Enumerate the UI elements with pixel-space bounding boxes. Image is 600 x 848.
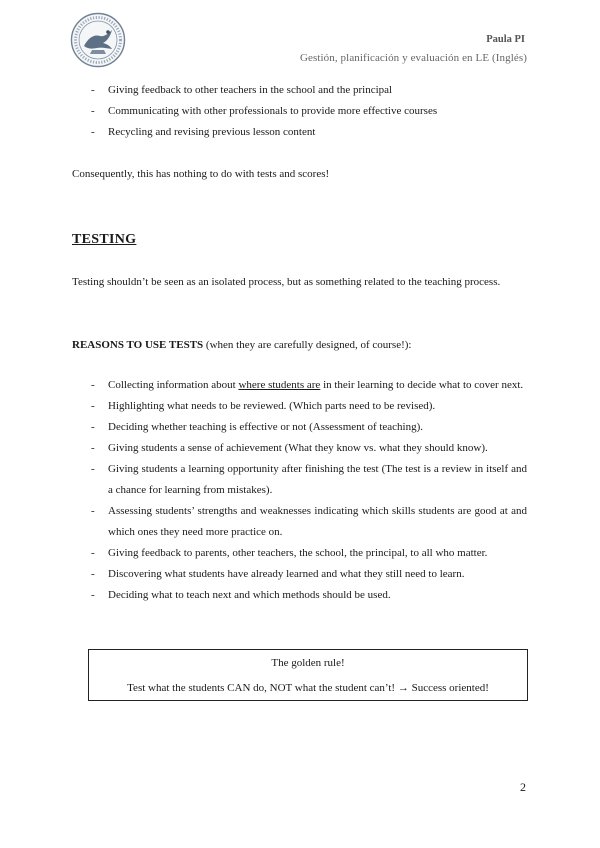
list-item: - Communicating with other professionals to provide more effective courses <box>72 101 527 122</box>
testing-paragraph-container <box>72 272 527 293</box>
list-item <box>72 375 527 396</box>
university-seal-logo <box>70 12 126 68</box>
header-author: Paula PI <box>486 34 525 45</box>
golden-rule-text: Test what the students CAN do, NOT what the student can’t! → Success oriented! <box>127 682 489 694</box>
reasons-list-container <box>72 375 527 606</box>
list-item: - Giving students a learning opportunity after finishing the test (The test is a review in itself and a chance for learning from mistakes). <box>72 459 527 501</box>
reason-first-after: in their learning to decide what to cover next. <box>320 379 524 391</box>
top-bullet-list-container <box>72 80 527 143</box>
list-item: - Giving feedback to parents, other teachers, the school, the principal, to all who matter. <box>72 543 527 564</box>
reason-first-underlined: where students are <box>238 379 321 391</box>
page-number: 2 <box>520 780 526 794</box>
list-item: - Highlighting what needs to be reviewed. (Which parts need to be revised). <box>72 396 527 417</box>
header-subtitle: Gestión, planificación y evaluación en LE (Inglés) <box>299 52 527 64</box>
golden-rule-box <box>88 649 528 701</box>
reasons-heading <box>72 335 527 356</box>
list-item: - Recycling and revising previous lesson content <box>72 122 527 143</box>
list-item: - Deciding whether teaching is effective or not (Assessment of teaching). <box>72 417 527 438</box>
reasons-heading-rest: (when they are carefully designed, of course!): <box>203 339 412 351</box>
consequently-paragraph <box>72 164 527 185</box>
reasons-heading-bold: REASONS TO USE TESTS <box>72 339 204 351</box>
section-title: TESTING <box>72 232 137 247</box>
testing-paragraph: Testing shouldn’t be seen as an isolated process, but as something related to the teaching process. <box>72 276 501 288</box>
list-item: - Deciding what to teach next and which methods should be used. <box>72 585 527 606</box>
list-item: - Assessing students’ strengths and weaknesses indicating which skills students are good at and which ones they need more practice on. <box>72 501 527 543</box>
section-title-container <box>72 229 527 251</box>
list-item: - Discovering what students have already learned and what they still need to learn. <box>72 564 527 585</box>
golden-rule-title: The golden rule! <box>271 657 345 669</box>
list-item: - Giving feedback to other teachers in the school and the principal <box>72 80 527 101</box>
list-item: - Giving students a sense of achievement (What they know vs. what they should know). <box>72 438 527 459</box>
reasons-list <box>72 375 527 606</box>
consequently-text: Consequently, this has nothing to do with tests and scores! <box>72 168 330 180</box>
top-bullet-list <box>72 80 527 143</box>
reason-first-before: Collecting information about <box>108 379 239 391</box>
